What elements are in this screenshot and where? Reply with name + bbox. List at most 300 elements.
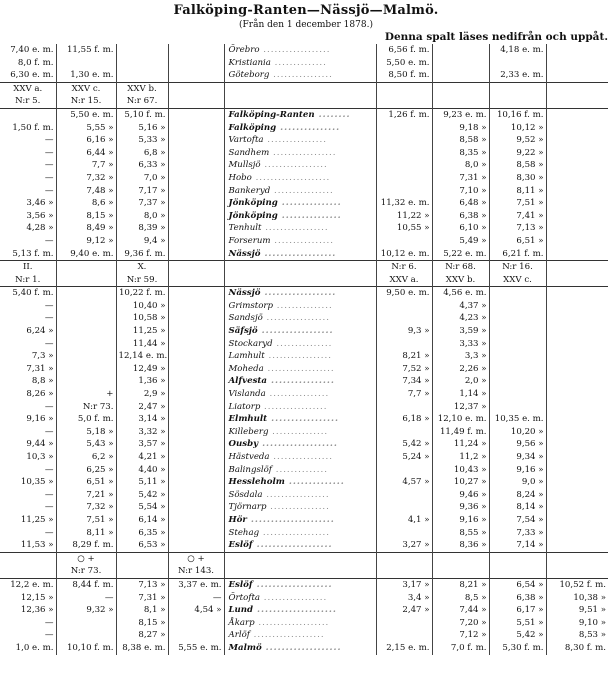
time-cell: 9,40 e. m.	[56, 248, 116, 261]
time-cell: 9,10 »	[546, 617, 608, 630]
time-cell: 3,4 »	[376, 592, 432, 605]
time-cell	[376, 159, 432, 172]
time-cell	[376, 172, 432, 185]
time-cell	[546, 565, 608, 578]
time-cell	[56, 274, 116, 287]
time-cell: 2,9 »	[116, 388, 168, 401]
time-cell	[56, 338, 116, 351]
time-cell	[546, 350, 608, 363]
timetable-row	[0, 57, 608, 70]
time-cell: 12,49 »	[116, 363, 168, 376]
time-cell: 6,18 »	[376, 413, 432, 426]
time-cell: 5,43 »	[56, 438, 116, 451]
timetable-row	[0, 159, 608, 172]
timetable-row	[0, 350, 608, 363]
station-name: Eslöf ...................	[224, 578, 376, 591]
time-cell	[376, 565, 432, 578]
time-cell: 7,31 »	[26, 363, 54, 374]
dot-leader: ........	[314, 109, 351, 120]
station-name: Arlöf ...................	[224, 629, 376, 642]
station-name	[224, 95, 376, 108]
station-name	[224, 261, 376, 274]
time-cell	[546, 82, 608, 95]
time-cell: N:r 67.	[116, 95, 168, 108]
time-cell	[489, 95, 546, 108]
time-cell: 11,22 »	[376, 210, 432, 223]
timetable-row	[0, 527, 608, 540]
time-cell: 5,42 »	[116, 489, 168, 502]
time-cell: XXV a.	[0, 82, 56, 95]
time-cell	[546, 476, 608, 489]
time-cell: 3,59 »	[432, 325, 489, 338]
time-cell: 10,38 »	[546, 592, 608, 605]
time-cell: 3,33 »	[432, 338, 489, 351]
time-cell	[168, 248, 224, 261]
station-name: Mullsjö .................	[224, 159, 376, 172]
time-cell	[168, 300, 224, 313]
timetable-row	[0, 122, 608, 135]
station-name: Hobo ....................	[224, 172, 376, 185]
time-cell	[376, 82, 432, 95]
time-cell: 7,21 »	[56, 489, 116, 502]
time-cell: ○ +	[56, 552, 116, 565]
dot-leader: ..................	[260, 248, 337, 259]
time-cell: 4,56 e. m.	[432, 287, 489, 300]
time-cell: —	[44, 338, 54, 349]
time-cell	[376, 95, 432, 108]
time-cell	[432, 82, 489, 95]
time-cell: 7,37 »	[116, 197, 168, 210]
timetable-row	[0, 222, 608, 235]
time-cell: 6,51 »	[489, 235, 546, 248]
timetable-row	[0, 210, 608, 223]
time-cell	[546, 222, 608, 235]
time-cell: 6,8 »	[116, 147, 168, 160]
timetable-row	[0, 617, 608, 630]
time-cell	[489, 375, 546, 388]
dot-leader: ..................	[257, 326, 334, 337]
time-cell	[546, 147, 608, 160]
time-cell: 11,25 »	[116, 325, 168, 338]
time-cell: 5,22 e. m.	[432, 248, 489, 261]
time-cell	[546, 375, 608, 388]
time-cell: 10,20 »	[489, 426, 546, 439]
timetable-row	[0, 300, 608, 313]
time-cell: 7,0 »	[116, 172, 168, 185]
station-name: Falköping ...............	[224, 122, 376, 135]
timetable-row	[0, 642, 608, 655]
time-cell	[168, 210, 224, 223]
station-name: Lamhult .................	[224, 350, 376, 363]
time-cell	[376, 501, 432, 514]
time-cell: 9,3 »	[376, 325, 432, 338]
time-cell: 8,35 »	[432, 147, 489, 160]
station-name: Moheda ..................	[224, 363, 376, 376]
time-cell	[116, 565, 168, 578]
station-name: Balingslöf ..............	[224, 464, 376, 477]
time-cell	[168, 44, 224, 57]
time-cell: 5,24 »	[376, 451, 432, 464]
time-cell	[168, 375, 224, 388]
time-cell	[546, 489, 608, 502]
time-cell	[546, 451, 608, 464]
time-cell	[546, 44, 608, 57]
timetable-row	[0, 197, 608, 210]
timetable-row	[0, 134, 608, 147]
time-cell	[168, 274, 224, 287]
time-cell: 9,46 »	[432, 489, 489, 502]
time-cell	[168, 388, 224, 401]
time-cell	[168, 629, 224, 642]
time-cell: 3,17 »	[376, 578, 432, 591]
time-cell	[546, 514, 608, 527]
station-name: Bankeryd ................	[224, 185, 376, 198]
time-cell: 10,43 »	[432, 464, 489, 477]
time-cell: XXV c.	[56, 82, 116, 95]
dot-leader: ...................	[254, 617, 330, 628]
dot-leader: .................	[261, 223, 329, 234]
time-cell	[168, 451, 224, 464]
time-cell	[432, 95, 489, 108]
time-cell	[376, 489, 432, 502]
time-cell	[546, 388, 608, 401]
time-cell: 10,10 f. m.	[56, 642, 116, 655]
timetable-row	[0, 501, 608, 514]
time-cell: 8,27 »	[116, 629, 168, 642]
time-cell: 6,17 »	[489, 604, 546, 617]
time-cell: 5,13 f. m.	[12, 248, 54, 259]
time-cell: —	[44, 185, 54, 196]
station-name: Örtofta .................	[224, 592, 376, 605]
station-name: Nässjö ..................	[224, 248, 376, 261]
time-cell	[168, 426, 224, 439]
timetable-row	[0, 539, 608, 552]
time-cell: 7,13 »	[489, 222, 546, 235]
station-name: Forserum ................	[224, 235, 376, 248]
time-cell: 8,11 »	[56, 527, 116, 540]
time-cell: 8,15 »	[116, 617, 168, 630]
time-cell: 11,25 »	[20, 514, 54, 525]
time-cell: 9,56 »	[489, 438, 546, 451]
time-cell: 6,14 »	[116, 514, 168, 527]
time-cell: —	[56, 592, 116, 605]
time-cell	[546, 159, 608, 172]
time-cell: 1,50 f. m.	[12, 122, 54, 133]
time-cell: N:r 16.	[489, 261, 546, 274]
time-cell: —	[44, 300, 54, 311]
time-cell	[168, 312, 224, 325]
time-cell: 10,27 »	[432, 476, 489, 489]
time-cell: 7,41 »	[489, 210, 546, 223]
time-cell: 8,30 »	[489, 172, 546, 185]
station-name: Stehag ..................	[224, 527, 376, 540]
dot-leader: .................	[260, 160, 328, 171]
time-cell	[546, 287, 608, 300]
dot-leader: ...............	[276, 122, 341, 133]
time-cell: 8,8 »	[31, 376, 54, 387]
time-cell	[546, 235, 608, 248]
station-name: Falköping-Ranten ........	[224, 108, 376, 121]
time-cell	[0, 552, 56, 565]
time-cell	[546, 197, 608, 210]
station-name: Göteborg ................	[224, 69, 376, 82]
time-cell: X.	[116, 261, 168, 274]
time-cell: 7,10 »	[432, 185, 489, 198]
time-cell: 11,49 f. m.	[432, 426, 489, 439]
timetable-row	[0, 401, 608, 414]
time-cell: —	[44, 464, 54, 475]
time-cell: 6,16 »	[56, 134, 116, 147]
station-name: Jönköping ...............	[224, 197, 376, 210]
time-cell: 7,13 »	[116, 578, 168, 591]
time-cell: 6,38 »	[432, 210, 489, 223]
dot-leader: ................	[269, 70, 333, 81]
time-cell	[168, 338, 224, 351]
train-header-row	[0, 82, 608, 95]
dot-leader: ..................	[259, 45, 331, 55]
time-cell: 10,3 »	[26, 452, 54, 462]
time-cell: 6,38 »	[489, 592, 546, 605]
time-cell: 7,7 »	[376, 388, 432, 401]
time-cell: 9,16 »	[489, 464, 546, 477]
time-cell: N:r 73.	[56, 565, 116, 578]
time-cell: —	[44, 527, 54, 538]
dot-leader: ...............	[268, 426, 329, 437]
dot-leader: ...............	[277, 210, 342, 221]
time-cell: 11,44 »	[116, 338, 168, 351]
time-cell: 12,10 e. m.	[432, 413, 489, 426]
station-name: Hästveda ................	[224, 451, 376, 464]
time-cell	[116, 57, 168, 70]
time-cell: 8,29 f. m.	[56, 539, 116, 552]
time-cell: 12,37 »	[432, 401, 489, 414]
train-header-row	[0, 261, 608, 274]
timetable-row	[0, 426, 608, 439]
time-cell: 4,28 »	[26, 223, 54, 234]
time-cell: 4,23 »	[432, 312, 489, 325]
time-cell: 3,56 »	[26, 210, 54, 221]
time-cell: 9,32 »	[56, 604, 116, 617]
time-cell: 8,26 »	[26, 389, 54, 400]
timetable-row	[0, 388, 608, 401]
timetable-row	[0, 464, 608, 477]
station-name: Säfsjö ..................	[224, 325, 376, 338]
time-cell: 8,38 e. m.	[116, 642, 168, 655]
time-cell: 2,0 »	[432, 375, 489, 388]
station-name: Nässjö ..................	[224, 287, 376, 300]
timetable-row	[0, 451, 608, 464]
station-name	[224, 274, 376, 287]
time-cell	[168, 413, 224, 426]
time-cell: 7,34 »	[376, 375, 432, 388]
time-cell: 9,12 »	[56, 235, 116, 248]
time-cell	[546, 122, 608, 135]
dot-leader: .................	[262, 489, 330, 500]
time-cell: 3,14 »	[116, 413, 168, 426]
time-cell: 6,35 »	[116, 527, 168, 540]
time-cell	[546, 325, 608, 338]
time-cell	[168, 57, 224, 70]
time-cell: 8,30 f. m.	[546, 642, 608, 655]
time-cell	[168, 350, 224, 363]
time-cell: 5,55 »	[56, 122, 116, 135]
time-cell: 6,33 »	[116, 159, 168, 172]
time-cell	[116, 69, 168, 82]
time-cell	[168, 261, 224, 274]
time-cell: 10,12 e. m.	[376, 248, 432, 261]
time-cell: —	[44, 502, 54, 513]
train-header-row	[0, 552, 608, 565]
dot-leader: .................	[260, 592, 328, 603]
dot-leader: ..............	[270, 57, 327, 68]
time-cell	[168, 363, 224, 376]
time-cell: 4,18 e. m.	[489, 44, 546, 57]
timetable-row	[0, 338, 608, 351]
station-name: Liatorp .................	[224, 401, 376, 414]
time-cell: XXV a.	[376, 274, 432, 287]
time-cell: 5,42 »	[376, 438, 432, 451]
time-cell: XXV b.	[432, 274, 489, 287]
time-cell: 7,14 »	[489, 539, 546, 552]
time-cell: 9,0 »	[489, 476, 546, 489]
station-name: Malmö ...................	[224, 642, 376, 655]
time-cell	[546, 438, 608, 451]
time-cell: 9,16 »	[26, 414, 54, 425]
time-cell: 5,55 e. m.	[168, 642, 224, 655]
time-cell: 8,14 »	[489, 501, 546, 514]
dot-leader: ..................	[263, 363, 335, 374]
time-cell: 8,0 f. m.	[17, 57, 54, 68]
time-cell	[546, 172, 608, 185]
time-cell: 4,40 »	[116, 464, 168, 477]
time-cell: N:r 73.	[56, 401, 116, 414]
timetable-row	[0, 69, 608, 82]
time-cell: 7,48 »	[56, 185, 116, 198]
time-cell: 4,21 »	[116, 451, 168, 464]
time-cell: 4,1 »	[376, 514, 432, 527]
time-cell: 6,44 »	[56, 147, 116, 160]
timetable-row	[0, 438, 608, 451]
time-cell: 11,24 »	[432, 438, 489, 451]
time-cell	[489, 325, 546, 338]
time-cell	[489, 300, 546, 313]
time-cell: 5,50 e. m.	[56, 108, 116, 121]
time-cell	[489, 363, 546, 376]
time-cell: 7,40 e. m.	[10, 45, 54, 55]
time-cell	[56, 325, 116, 338]
timetable-row	[0, 172, 608, 185]
time-cell	[432, 552, 489, 565]
time-cell	[0, 565, 56, 578]
time-cell	[546, 552, 608, 565]
time-cell: 5,50 e. m.	[376, 57, 432, 70]
time-cell: 3,37 e. m.	[168, 578, 224, 591]
time-cell	[546, 501, 608, 514]
time-cell	[56, 57, 116, 70]
dot-leader: .....................	[246, 514, 335, 525]
time-cell	[546, 338, 608, 351]
time-cell: 9,51 »	[546, 604, 608, 617]
time-cell	[489, 338, 546, 351]
dot-leader: ..................	[260, 288, 337, 299]
dot-leader: ...................	[249, 630, 325, 641]
timetable-row	[0, 363, 608, 376]
time-cell	[168, 69, 224, 82]
time-cell	[376, 338, 432, 351]
time-cell	[168, 464, 224, 477]
station-name: Eslöf ...................	[224, 539, 376, 552]
time-cell: 10,12 »	[489, 122, 546, 135]
time-cell: 5,0 f. m.	[56, 413, 116, 426]
time-cell: 3,3 »	[432, 350, 489, 363]
time-cell: 7,7 »	[56, 159, 116, 172]
dot-leader: ....................	[251, 172, 331, 183]
timetable-row	[0, 44, 608, 57]
dot-leader: .................	[262, 313, 330, 324]
time-cell: 9,16 »	[432, 514, 489, 527]
time-cell	[546, 464, 608, 477]
time-cell	[168, 617, 224, 630]
time-cell	[168, 95, 224, 108]
time-cell: 12,36 »	[20, 605, 54, 616]
time-cell	[546, 248, 608, 261]
time-cell: 6,30 e. m.	[10, 70, 54, 81]
time-cell	[56, 363, 116, 376]
time-cell: 8,53 »	[546, 629, 608, 642]
dot-leader: ................	[265, 389, 330, 400]
time-cell: 10,35 e. m.	[489, 413, 546, 426]
time-cell	[546, 413, 608, 426]
time-cell: 8,1 »	[116, 604, 168, 617]
time-cell: 1,0 e. m.	[15, 642, 54, 653]
time-cell: 8,39 »	[116, 222, 168, 235]
dot-leader: ................	[269, 452, 334, 462]
time-cell	[546, 108, 608, 121]
page-title: Falköping-Ranten—Nässjö—Malmö.	[173, 3, 439, 18]
time-cell	[489, 287, 546, 300]
time-cell: 10,52 f. m.	[546, 578, 608, 591]
time-cell	[546, 134, 608, 147]
time-cell: 7,17 »	[116, 185, 168, 198]
time-cell	[56, 300, 116, 313]
time-cell: 6,54 »	[489, 578, 546, 591]
station-name: Sandhem .................	[224, 147, 376, 160]
timetable-row	[0, 147, 608, 160]
timetable-row	[0, 325, 608, 338]
time-cell: 6,51 »	[56, 476, 116, 489]
time-cell	[546, 57, 608, 70]
station-name: Lund ....................	[224, 604, 376, 617]
timetable-row	[0, 578, 608, 591]
time-cell	[168, 501, 224, 514]
dot-leader: .................	[264, 351, 332, 362]
time-cell: —	[44, 135, 54, 146]
time-cell	[168, 185, 224, 198]
time-cell: 8,44 f. m.	[56, 578, 116, 591]
timetable-row	[0, 235, 608, 248]
dot-leader: ................	[266, 502, 330, 513]
time-cell	[376, 401, 432, 414]
timetable-body	[0, 44, 608, 655]
time-cell: 3,27 »	[376, 539, 432, 552]
time-cell	[168, 222, 224, 235]
time-cell	[546, 210, 608, 223]
time-cell: 1,36 »	[116, 375, 168, 388]
timetable-row	[0, 108, 608, 121]
time-cell	[56, 375, 116, 388]
time-cell: 7,33 »	[489, 527, 546, 540]
time-cell	[168, 235, 224, 248]
